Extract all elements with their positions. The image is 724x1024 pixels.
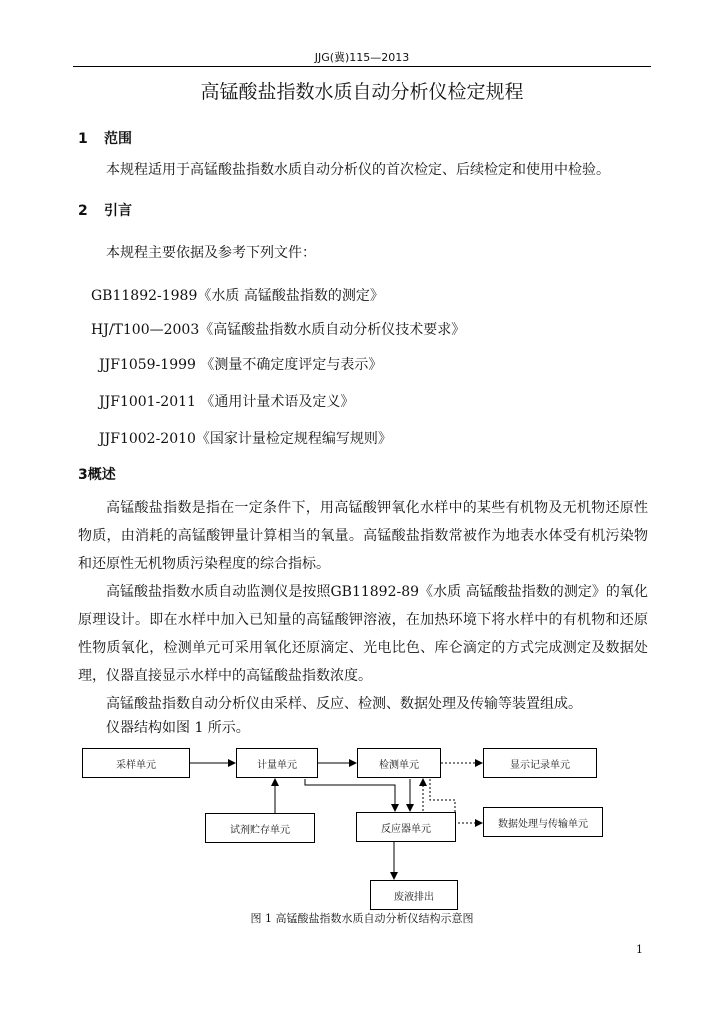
section-1-text: 本规程适用于高锰酸盐指数水质自动分析仪的首次检定、后续检定和使用中检验。 bbox=[106, 162, 610, 178]
reactor-unit-box: 反应器单元 bbox=[356, 812, 456, 842]
section-2-intro: 本规程主要依据及参考下列文件： bbox=[106, 245, 316, 261]
document-header: JJG(冀)115—2013 bbox=[314, 51, 410, 64]
reference-item: HJ/T100—2003《高锰酸盐指数水质自动分析仪技术要求》 bbox=[91, 322, 466, 338]
arrow-metering-to-reactor bbox=[305, 779, 395, 811]
section-number: 2 bbox=[78, 203, 88, 219]
page-number: 1 bbox=[636, 943, 643, 956]
reference-item: GB11892-1989《水质 高锰酸盐指数的测定》 bbox=[91, 288, 384, 304]
section-title: 引言 bbox=[104, 203, 132, 219]
figure-caption: 图 1 高锰酸盐指数水质自动分析仪结构示意图 bbox=[250, 912, 474, 925]
display-record-unit-box: 显示记录单元 bbox=[483, 748, 597, 778]
overview-paragraph: 高锰酸盐指数是指在一定条件下，用高锰酸钾氧化水样中的某些有机物及无机物还原性物质，由消耗的高锰酸钾量计算相当的氧量。高锰酸盐指数常被作为地表水体受有机污染物和还原性无机物质污染程度的综合指标。 bbox=[78, 500, 648, 572]
metering-unit-box: 计量单元 bbox=[236, 748, 318, 778]
overview-paragraph: 高锰酸盐指数水质自动监测仪是按照GB11892-89《水质 高锰酸盐指数的测定》的氧化原理设计。即在水样中加入已知量的高锰酸钾溶液，在加热环境下将水样中的有机物和还原性物质氧化，检测单元可采用氧化还原滴定、光电比色、库仑滴定的方式完成测定及数据处理，仪器直接显示水样中的高锰酸盐指数浓度。 bbox=[78, 584, 648, 684]
reagent-storage-unit-box: 试剂贮存单元 bbox=[205, 813, 315, 843]
reference-item: JJF1001-2011 《通用计量术语及定义》 bbox=[99, 394, 355, 410]
reference-item: JJF1059-1999 《测量不确定度评定与表示》 bbox=[99, 357, 383, 373]
section-title: 概述 bbox=[87, 467, 116, 483]
data-processing-unit-box: 数据处理与传输单元 bbox=[483, 807, 603, 837]
waste-discharge-box: 废液排出 bbox=[370, 880, 458, 910]
document-title: 高锰酸盐指数水质自动分析仪检定规程 bbox=[200, 81, 524, 103]
overview-paragraph: 仪器结构如图 1 所示。 bbox=[106, 720, 250, 736]
section-number: 1 bbox=[78, 131, 88, 147]
sampling-unit-box: 采样单元 bbox=[82, 748, 190, 778]
reference-item: JJF1002-2010《国家计量检定规程编写规则》 bbox=[99, 431, 392, 447]
detection-unit-box: 检测单元 bbox=[357, 748, 441, 778]
section-number: 3 bbox=[78, 467, 88, 483]
section-title: 范围 bbox=[104, 131, 132, 147]
overview-paragraph: 高锰酸盐指数自动分析仪由采样、反应、检测、数据处理及传输等装置组成。 bbox=[106, 696, 582, 712]
